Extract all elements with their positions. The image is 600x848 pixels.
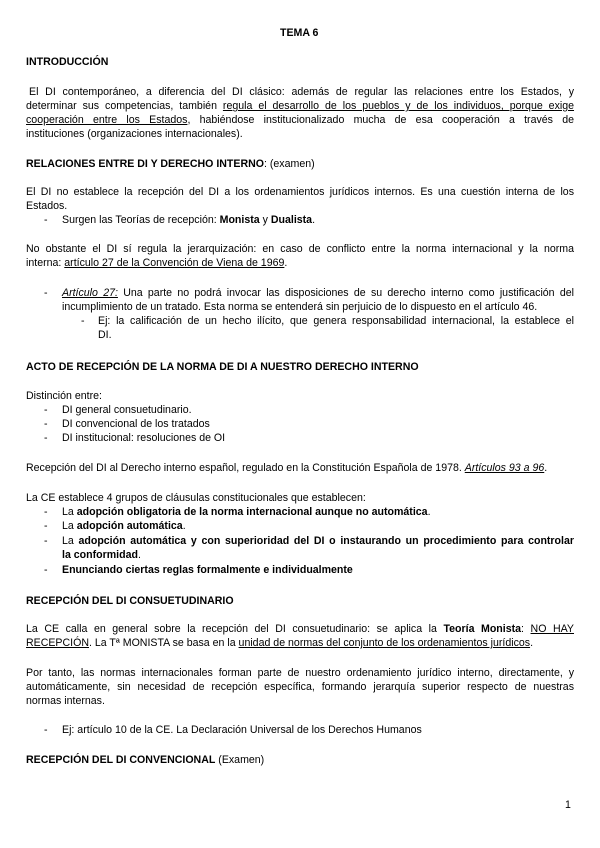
teorias-text: y xyxy=(259,214,271,226)
teorias-text: . xyxy=(312,214,316,226)
articulo-27-line-2: incumplimiento de un tratado. Esta norma se entenderá sin perjuicio de lo dispuesto en el artículo 46. xyxy=(62,301,538,313)
intro-line-4: instituciones (organizaciones internacionales). xyxy=(26,128,243,140)
articulo-27-label: Artículo 27: xyxy=(62,287,118,299)
consuetudinario-heading: RECEPCIÓN DEL DI CONSUETUDINARIO xyxy=(26,595,234,607)
ce-grupos-intro: La CE establece 4 grupos de cláusulas constitucionales que establecen: xyxy=(26,492,366,504)
consuetudinario-text: . xyxy=(530,637,534,649)
bullet-dash: - xyxy=(81,315,85,327)
intro-heading: INTRODUCCIÓN xyxy=(26,56,109,68)
ejemplo-ilicito-line-1: Ej: la calificación de un hecho ilícito, que genera responsabilidad internacional, la establece el xyxy=(98,315,574,327)
recepcion-text: Recepción del DI al Derecho interno español, regulado en la Constitución Española de 1978. xyxy=(26,462,465,474)
bullet-dash: - xyxy=(44,214,48,226)
grupo-text: . xyxy=(137,549,141,561)
grupo-bold-text: adopción automática y con superioridad del DI o instaurando un procedimiento para controlar xyxy=(78,535,574,547)
consuetudinario-line-1 xyxy=(26,623,574,636)
teorias-bullet xyxy=(62,214,315,227)
bullet-dash: - xyxy=(44,724,48,736)
relaciones-p2-text: interna: xyxy=(26,257,65,269)
relaciones-p2-line-1: No obstante el DI sí regula la jerarquización: en caso de conflicto entre la norma internacional y la norma xyxy=(26,243,574,255)
grupo-text: . xyxy=(427,506,431,518)
page-number: 1 xyxy=(565,799,571,811)
document-title: TEMA 6 xyxy=(280,27,319,39)
convencional-heading-line xyxy=(26,754,264,767)
grupo-text: La xyxy=(62,520,77,532)
teoria-monista-term: Teoría Monista xyxy=(443,623,522,635)
relaciones-heading: RELACIONES ENTRE DI Y DERECHO INTERNO xyxy=(26,158,264,170)
intro-line-1: El DI contemporáneo, a diferencia del DI clásico: además de regular las relaciones entre los Estados, y xyxy=(29,86,574,98)
articulo-27-line-1 xyxy=(62,287,574,300)
viena-reference: artículo 27 de la Convención de Viena de 1969 xyxy=(64,257,285,269)
convencional-note: (Examen) xyxy=(215,754,265,766)
consuetudinario-p2-line-2: automáticamente, sin necesidad de recepción específica, formando jerarquía superior respecto de nuestras xyxy=(26,681,574,693)
bullet-dash: - xyxy=(44,506,48,518)
distincion-label: Distinción entre: xyxy=(26,390,102,402)
grupo-bold-text: adopción automática xyxy=(76,520,183,532)
consuetudinario-text: . La Tª MONISTA se basa en la xyxy=(88,637,239,649)
distincion-item: DI convencional de los tratados xyxy=(62,418,210,430)
intro-line-2 xyxy=(26,100,574,113)
bullet-dash: - xyxy=(44,564,48,576)
consuetudinario-line-2 xyxy=(26,637,533,650)
bullet-dash: - xyxy=(44,535,48,547)
dualista-term: Dualista xyxy=(270,214,313,226)
intro-text: determinar sus competencias, también xyxy=(26,100,223,112)
recepcion-text: . xyxy=(544,462,548,474)
relaciones-p1-line-2: Estados. xyxy=(26,200,68,212)
relaciones-heading-line xyxy=(26,158,315,171)
consuetudinario-text: : xyxy=(521,623,531,635)
relaciones-p2-text: . xyxy=(284,257,288,269)
consuetudinario-text: La CE calla en general sobre la recepción del DI consuetudinario: se aplica la xyxy=(26,623,444,635)
distincion-item: DI general consuetudinario. xyxy=(62,404,192,416)
articulo-27-text: Una parte no podrá invocar las disposiciones de su derecho interno como justificación del xyxy=(117,287,574,299)
no-hay-recepcion: RECEPCIÓN xyxy=(26,637,89,649)
intro-underlined-text: cooperación entre los Estados xyxy=(26,114,188,126)
bullet-dash: - xyxy=(44,432,48,444)
unidad-normas-text: unidad de normas del conjunto de los ordenamientos jurídicos xyxy=(238,637,531,649)
ejemplo-articulo-10: Ej: artículo 10 de la CE. La Declaración Universal de los Derechos Humanos xyxy=(62,724,422,736)
teorias-text: Surgen las Teorías de recepción: xyxy=(62,214,220,226)
grupo-text: . xyxy=(182,520,186,532)
grupo-bold-text: la conformidad xyxy=(62,549,138,561)
convencional-heading: RECEPCIÓN DEL DI CONVENCIONAL xyxy=(26,754,216,766)
monista-term: Monista xyxy=(219,214,260,226)
grupo-item-4: Enunciando ciertas reglas formalmente e individualmente xyxy=(62,564,353,576)
relaciones-p2-line-2 xyxy=(26,257,287,270)
acto-heading: ACTO DE RECEPCIÓN DE LA NORMA DE DI A NUESTRO DERECHO INTERNO xyxy=(26,361,419,373)
bullet-dash: - xyxy=(44,520,48,532)
intro-line-3 xyxy=(26,114,574,127)
grupo-text: La xyxy=(62,506,77,518)
relaciones-p1-line-1: El DI no establece la recepción del DI a los ordenamientos jurídicos internos. Es una cuestión interna de los xyxy=(26,186,574,198)
consuetudinario-p2-line-1: Por tanto, las normas internacionales forman parte de nuestro ordenamiento jurídico interno, directamente, y xyxy=(26,667,574,679)
grupo-item-3-line-2 xyxy=(62,549,141,562)
ejemplo-ilicito-line-2: DI. xyxy=(98,329,112,341)
grupo-item-2 xyxy=(62,520,186,533)
no-hay-recepcion: NO HAY xyxy=(530,623,574,635)
bullet-dash: - xyxy=(44,287,48,299)
recepcion-line xyxy=(26,462,547,475)
grupo-item-1 xyxy=(62,506,431,519)
intro-underlined-text: regula el desarrollo de los pueblos y de los individuos, porque exige xyxy=(222,100,575,112)
grupo-text: La xyxy=(62,535,79,547)
consuetudinario-p2-line-3: normas internas. xyxy=(26,695,105,707)
grupo-bold-text: adopción obligatoria de la norma internacional aunque no automática xyxy=(76,506,428,518)
intro-text: , habiéndose institucionalizado mucha de esa cooperación a través de xyxy=(187,114,574,126)
relaciones-note: : (examen) xyxy=(264,158,315,170)
grupo-item-3-line-1 xyxy=(62,535,574,548)
distincion-item: DI institucional: resoluciones de OI xyxy=(62,432,226,444)
articulos-reference: Artículos 93 a 96 xyxy=(464,462,545,474)
bullet-dash: - xyxy=(44,418,48,430)
bullet-dash: - xyxy=(44,404,48,416)
